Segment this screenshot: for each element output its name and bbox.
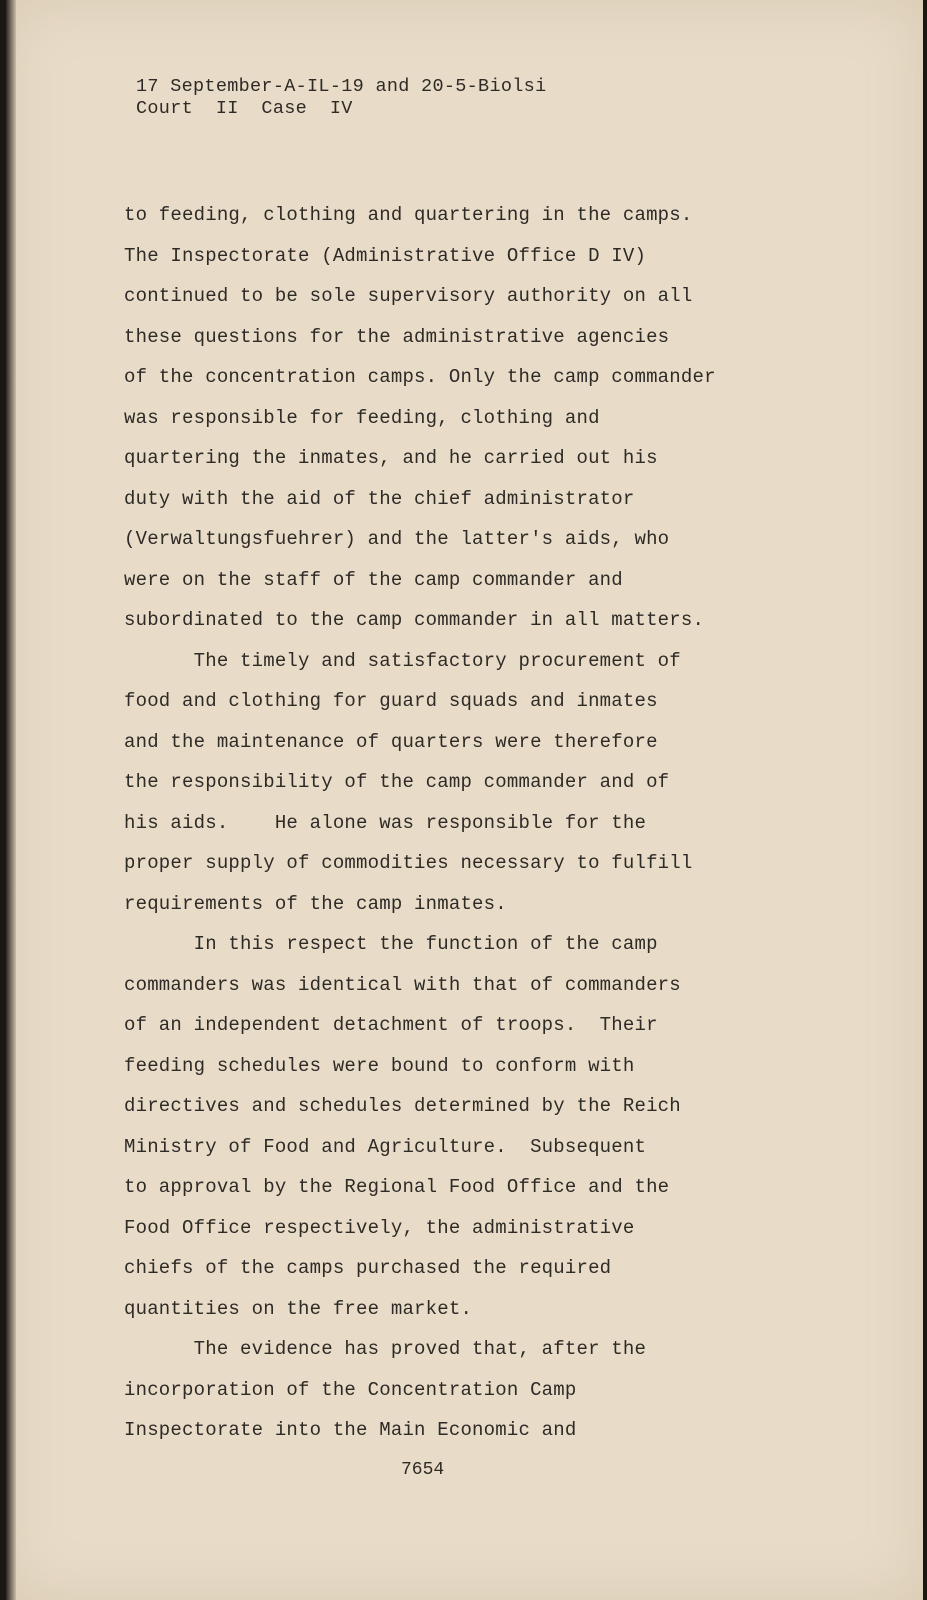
document-header <box>136 76 546 120</box>
body-line: quartering the inmates, and he carried out his <box>124 447 658 469</box>
body-line: Inspectorate into the Main Economic and <box>124 1419 577 1441</box>
body-line: to approval by the Regional Food Office and the <box>124 1176 670 1198</box>
body-line: food and clothing for guard squads and inmates <box>124 690 658 712</box>
header-reference-line: 17 September-A-IL-19 and 20-5-Biolsi <box>136 76 547 97</box>
header-court-case-line: Court II Case IV <box>136 98 353 119</box>
page-edge-shadow <box>6 0 16 1600</box>
body-line: directives and schedules determined by the Reich <box>124 1095 681 1117</box>
body-line: these questions for the administrative agencies <box>124 325 670 348</box>
body-line: his aids. He alone was responsible for the <box>124 811 647 834</box>
body-line: quantities on the free market. <box>124 1297 473 1320</box>
body-line: duty with the aid of the chief administrator <box>124 487 635 510</box>
document-body <box>124 195 814 1451</box>
body-line: The Inspectorate (Administrative Office D IV) <box>124 244 647 267</box>
body-line: were on the staff of the camp commander and <box>124 568 623 591</box>
body-line: of the concentration camps. Only the camp commander <box>124 366 716 388</box>
body-line: feeding schedules were bound to conform with <box>124 1054 635 1077</box>
body-line: Food Office respectively, the administrative <box>124 1216 635 1239</box>
body-line: The evidence has proved that, after the <box>124 1338 647 1360</box>
body-line: The timely and satisfactory procurement of <box>124 649 681 672</box>
body-line: subordinated to the camp commander in all matters. <box>124 609 705 631</box>
body-line: (Verwaltungsfuehrer) and the latter's aids, who <box>124 528 670 550</box>
body-line: chiefs of the camps purchased the required <box>124 1257 612 1279</box>
body-line: and the maintenance of quarters were therefore <box>124 730 658 753</box>
body-line: proper supply of commodities necessary to fulfill <box>124 852 693 874</box>
body-line: continued to be sole supervisory authority on all <box>124 285 693 307</box>
body-line: to feeding, clothing and quartering in the camps. <box>124 204 693 226</box>
body-line: commanders was identical with that of commanders <box>124 973 681 996</box>
body-line: the responsibility of the camp commander and of <box>124 771 670 793</box>
page-number: 7654 <box>401 1460 445 1480</box>
body-line: incorporation of the Concentration Camp <box>124 1378 577 1401</box>
body-line: Ministry of Food and Agriculture. Subsequent <box>124 1135 647 1158</box>
body-line: was responsible for feeding, clothing and <box>124 406 600 429</box>
body-line: of an independent detachment of troops. Their <box>124 1014 658 1036</box>
document-page <box>6 0 923 1600</box>
body-line: In this respect the function of the camp <box>124 933 658 955</box>
body-line: requirements of the camp inmates. <box>124 892 507 915</box>
